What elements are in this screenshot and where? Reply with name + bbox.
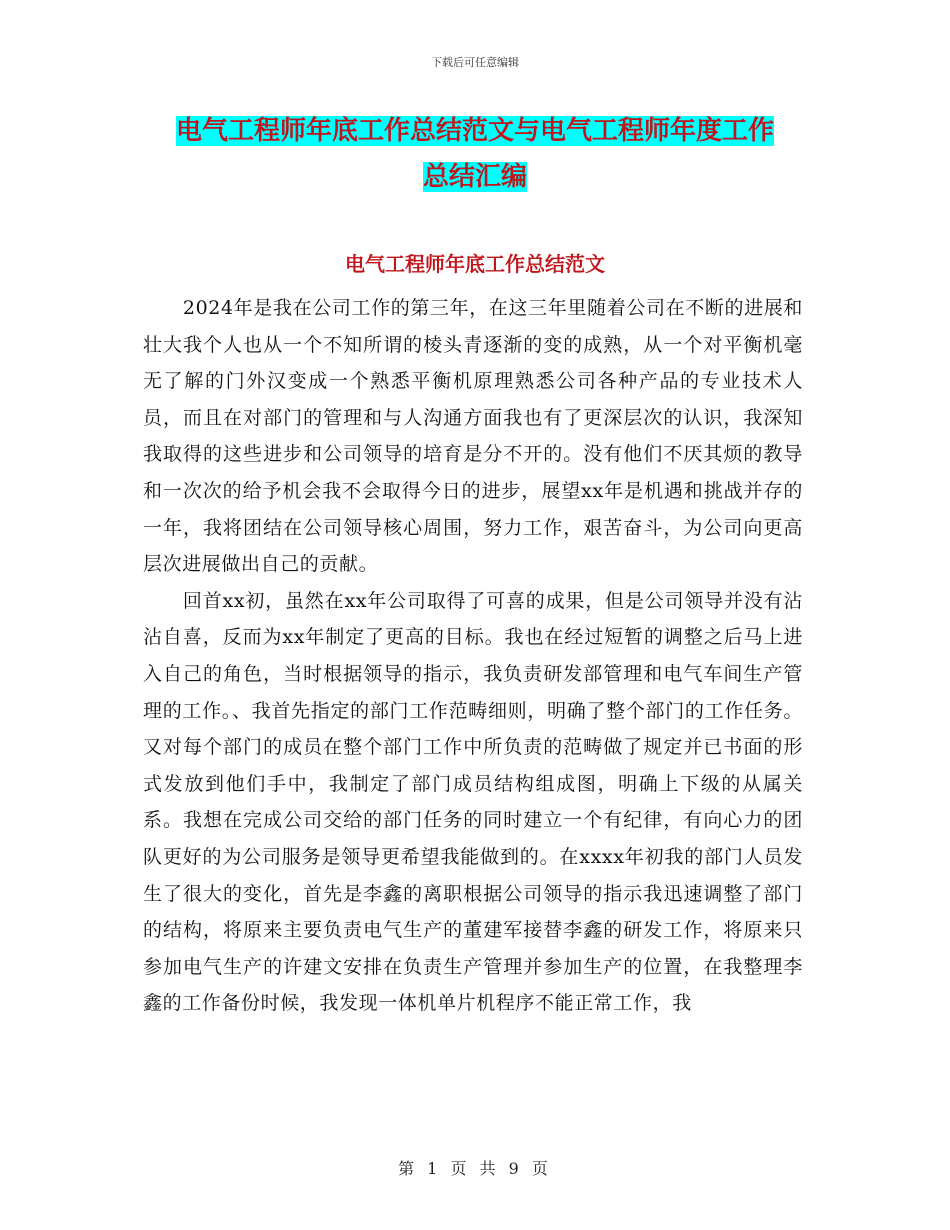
body-text xyxy=(143,290,803,1022)
document-title-line-1: 电气工程师年底工作总结范文与电气工程师年度工作 xyxy=(175,116,774,146)
page-footer-number: 第 1 页 共 9 页 xyxy=(398,1159,552,1178)
page-header-note: 下载后可任意编辑 xyxy=(431,56,519,69)
section-title: 电气工程师年底工作总结范文 xyxy=(345,252,605,276)
document-title xyxy=(140,108,810,200)
document-title-line-2: 总结汇编 xyxy=(422,162,527,192)
paragraph-2: 回首xx初，虽然在xx年公司取得了可喜的成果，但是公司领导并没有沾沾自喜，反而为xx年制定了更高的目标。我也在经过短暂的调整之后马上进入自己的角色，当时根据领导的指示，我负责研发部管理和电气车间生产管理的工作。、我首先指定的部门工作范畴细则，明确了整个部门的工作任务。又对每个部门的成员在整个部门工作中所负责的范畴做了规定并已书面的形式发放到他们手中，我制定了部门成员结构组成图，明确上下级的从属关系。我想在完成公司交给的部门任务的同时建立一个有纪律，有向心力的团队更好的为公司服务是领导更希望我能做到的。在xxxx年初我的部门人员发生了很大的变化，首先是李鑫的离职根据公司领导的指示我迅速调整了部门的结构，将原来主要负责电气生产的董建军接替李鑫的研发工作，将原来只参加电气生产的许建文安排在负责生产管理并参加生产的位置，在我整理李鑫的工作备份时候，我发现一体机单片机程序不能正常工作，我 xyxy=(143,589,803,1015)
paragraph-1: 2024年是我在公司工作的第三年，在这三年里随着公司在不断的进展和壮大我个人也从一个不知所谓的棱头青逐渐的变的成熟，从一个对平衡机毫无了解的门外汉变成一个熟悉平衡机原理熟悉公司各种产品的专业技术人员，而且在对部门的管理和与人沟通方面我也有了更深层次的认识，我深知我取得的这些进步和公司领导的培育是分不开的。没有他们不厌其烦的教导和一次次的给予机会我不会取得今日的进步，展望xx年是机遇和挑战并存的一年，我将团结在公司领导核心周围，努力工作，艰苦奋斗，为公司向更高层次进展做出自己的贡献。 xyxy=(143,297,803,576)
